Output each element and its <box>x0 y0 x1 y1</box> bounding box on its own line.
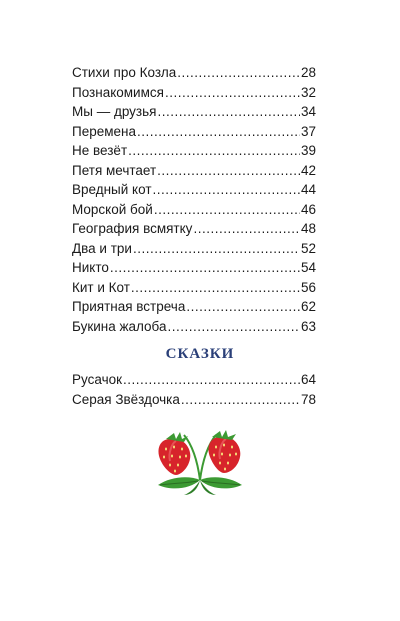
toc-entry-page: 64 <box>300 372 316 387</box>
strawberries-icon <box>150 425 250 497</box>
toc-entry[interactable] <box>72 63 316 83</box>
toc-entry-title: Стихи про Козла <box>72 65 177 80</box>
toc-entry-page: 42 <box>300 162 316 178</box>
table-of-contents <box>72 63 316 336</box>
toc-leader-dots <box>133 239 300 259</box>
toc-entry-page: 48 <box>300 221 316 236</box>
toc-entry[interactable] <box>72 278 316 298</box>
toc-entry-title: Не везёт <box>72 143 128 158</box>
toc-entry-title: Два и три <box>72 240 132 256</box>
toc-leader-dots <box>131 278 300 298</box>
toc-entry-page: 44 <box>300 182 316 197</box>
toc-entry-page: 37 <box>300 123 316 139</box>
toc-entry-title: Мы — друзья <box>72 104 157 119</box>
toc-entry-title: Петя мечтает <box>72 162 157 178</box>
toc-entry-page: 32 <box>300 84 316 100</box>
toc-entry[interactable] <box>72 390 316 410</box>
toc-entry[interactable] <box>72 370 316 390</box>
toc-entry-page: 56 <box>300 279 316 295</box>
toc-entry-title: Серая Звёздочка <box>72 391 180 407</box>
toc-entry-page: 63 <box>300 318 316 334</box>
toc-leader-dots <box>128 141 300 161</box>
toc-leader-dots <box>157 161 300 181</box>
toc-entry[interactable] <box>72 258 316 278</box>
toc-entry-page: 39 <box>300 143 316 158</box>
toc-entry-title: Приятная встреча <box>72 299 186 314</box>
toc-entry[interactable] <box>72 122 316 142</box>
toc-entry-page: 28 <box>300 65 316 80</box>
toc-entry-title: Морской бой <box>72 201 153 217</box>
toc-entry-title: Русачок <box>72 372 123 387</box>
toc-entry-title: Вредный кот <box>72 182 152 197</box>
toc-entry[interactable] <box>72 161 316 181</box>
toc-entry-page: 46 <box>300 201 316 217</box>
toc-entry[interactable] <box>72 219 316 239</box>
toc-entry-page: 62 <box>300 299 316 314</box>
toc-entry-page: 34 <box>300 104 316 119</box>
toc-entry-title: Никто <box>72 260 109 275</box>
toc-leader-dots <box>110 258 300 278</box>
toc-entry[interactable] <box>72 141 316 161</box>
toc-entry[interactable] <box>72 180 316 200</box>
toc-entry-title: Кит и Кот <box>72 279 130 295</box>
section-contents <box>72 370 316 409</box>
toc-leader-dots <box>154 200 300 220</box>
toc-entry-page: 52 <box>300 240 316 256</box>
toc-leader-dots <box>137 122 300 142</box>
toc-entry[interactable] <box>72 200 316 220</box>
toc-entry[interactable] <box>72 239 316 259</box>
section-heading: СКАЗКИ <box>165 346 235 362</box>
toc-entry-title: География всмятку <box>72 221 193 236</box>
toc-leader-dots <box>181 390 300 410</box>
toc-leader-dots <box>157 102 300 122</box>
toc-entry[interactable] <box>72 83 316 103</box>
toc-leader-dots <box>165 83 300 103</box>
toc-leader-dots <box>153 180 300 200</box>
toc-entry-page: 54 <box>300 260 316 275</box>
toc-entry-title: Перемена <box>72 123 136 139</box>
toc-entry[interactable] <box>72 102 316 122</box>
toc-leader-dots <box>167 317 299 337</box>
toc-entry[interactable] <box>72 297 316 317</box>
toc-entry-title: Букина жалоба <box>72 318 167 334</box>
toc-entry-title: Познакомимся <box>72 84 164 100</box>
toc-entry-page: 78 <box>300 391 316 407</box>
toc-leader-dots <box>177 63 300 83</box>
toc-entry[interactable] <box>72 317 316 337</box>
toc-leader-dots <box>193 219 300 239</box>
toc-leader-dots <box>123 370 300 390</box>
toc-leader-dots <box>186 297 300 317</box>
